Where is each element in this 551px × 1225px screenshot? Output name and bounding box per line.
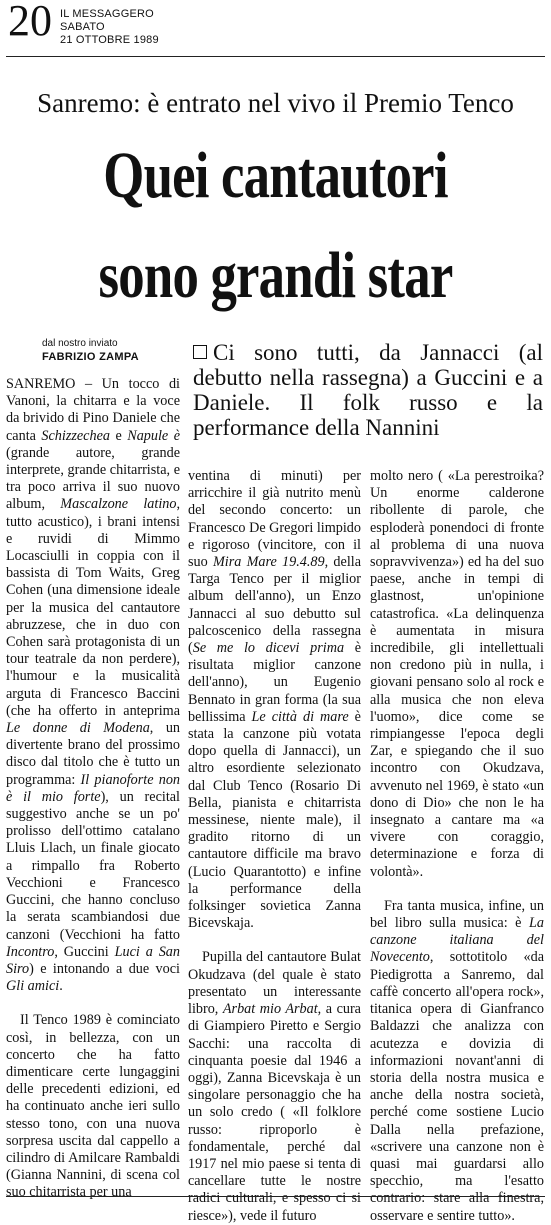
masthead-rule bbox=[6, 56, 545, 57]
paragraph: SANREMO – Un tocco di Vanoni, la chitarra e la voce da brivido di Pino Daniele che canta Schizzechea e Napule è (grande autore, grande interprete, grande chitarrista, e tra poco arriva il suo nuovo album, Mascalzone latino, tutto acustico), i brani intensi e ruvidi di Mimmo Locasciulli in coppia con il bassista di Tom Waits, Greg Cohen (una dimensione ideale per la musica del cantautore abruzzese, che in duo con Cohen sarà protagonista di un tour teatrale da non perdere), l'humour e la musicalità arguta di Francesco Baccini (che ha offerto in anteprima Le donne di Modena, un divertente brano del prossimo disco dal titolo che è tutto un programma: Il pianoforte non è il mio forte), un recital suggestivo anche se un po' prolisso dell'ottimo catalano Lluis Llach, un finale giocato a rimpallo fra Roberto Vecchioni e Francesco Guccini, che hanno concluso la serata scambiandosi due canzoni (Vecchioni ha fatto Incontro, Guccini Luci a San Siro) e intonando a due voci Gli amici. bbox=[6, 376, 181, 995]
newspaper-name: IL MESSAGGERO bbox=[60, 8, 154, 20]
paragraph: Fra tanta musica, infine, un bel libro sulla musica: è La canzone italiana del Novecento, sottotitolo «da Piedigrotta a Sanremo, dal caffè concerto all'opera rock», titanica opera di Gianfranco Baldazzi che analizza con acutezza e dovizia di informazioni novant'anni di storia della nostra musica e anche della nostra società, perché come sostiene Lucio Dalla nella prefazione, «scrivere una canzone non è quasi mai guardarsi allo specchio, ma l'esatto contrario: stare alla finestra, osservare e sentire tutto». bbox=[370, 897, 544, 1224]
issue-day: SABATO bbox=[60, 21, 105, 33]
masthead-info bbox=[60, 8, 159, 47]
paragraph: Pupilla del cantautore Bulat Okudzava (del quale è stato presentato un interessante libro, Arbat mio Arbat, a cura di Giampiero Piretto e Sergio Sacchi: una raccolta di cinquanta poesie dal 1946 a oggi), Zanna Bicevskaja è un singolare personaggio che ha un solo credo ( «Il folklore russo: riproporlo è fondamentale, perché dal 1917 nel mio paese si tenta di cancellare tutte le nostre radici culturali, e spesso ci si riesce»), vede il futuro bbox=[188, 949, 361, 1224]
byline bbox=[42, 338, 139, 364]
square-bullet-icon bbox=[193, 345, 207, 359]
headline-line-2: sono grandi star bbox=[98, 239, 453, 312]
byline-author: FABRIZIO ZAMPA bbox=[42, 351, 139, 363]
issue-date: 21 OTTOBRE 1989 bbox=[60, 34, 159, 46]
article-column-1 bbox=[6, 376, 180, 1202]
page-bottom-rule bbox=[6, 1196, 545, 1197]
byline-prefix: dal nostro inviato bbox=[42, 338, 118, 349]
dateline: SANREMO bbox=[6, 376, 76, 392]
article-summary bbox=[193, 340, 543, 440]
article-column-3 bbox=[370, 468, 544, 1225]
paragraph: Il Tenco 1989 è cominciato così, in bellezza, con un concerto che ha fatto dimenticare certe lungaggini delle precedenti edizioni, ed ha continuato anche ieri sullo stesso tono, con una nuova sorpresa uscita dal cappello a cilindro di Amilcare Rambaldi (Gianna Nannini, di scena col suo chitarrista per una bbox=[6, 1012, 180, 1201]
summary-text: Ci sono tutti, da Jannacci (al debutto nella rassegna) a Guccini e a Daniele. Il folk russo e la performance della Nannini bbox=[193, 340, 543, 440]
article-column-2 bbox=[188, 468, 361, 1225]
page-number: 20 bbox=[8, 0, 52, 45]
paragraph: ventina di minuti) per arricchire il già nutrito menù del secondo concerto: un Francesco De Gregori limpido e rigoroso (vincitore, con il suo Mira Mare 19.4.89, della Targa Tenco per il miglior album dell'anno), un Enzo Jannacci al suo debutto sul palcoscenico della rassegna (Se me lo dicevi prima è risultata miglior canzone dell'anno), un Eugenio Bennato in gran forma (la sua bellissima Le città di mare è stata la canzone più votata dopo quella di Jannacci), un altro esordiente selezionato dal Club Tenco (Rosario Di Bella, pianista e chitarrista messinese, niente male), il gradito ritorno di un cantautore difficile ma bravo (Lucio Quarantotto) e infine la performance della folksinger sovietica Zanna Bicevskaja. bbox=[188, 468, 361, 932]
paragraph: molto nero ( «La perestroika? Un enorme calderone ribollente di parole, che esploderà ponendoci di fronte al problema di una nuova sopravvivenza») ed ha del suo paese, anche in tempi di glastnost, un'opinione catastrofica. «La delinquenza è aumentata in misura incredibile, gli intellettuali non credono più in nulla, i giovani pensano solo al rock e alla musica che non eleva l'uomo», dice come se rimpiangesse l'epoca degli Zar, e spiegando che il suo incontro con Okudzava, avvenuto nel 1969, è stato «un dono di Dio» che non le ha insegnato a cantare ma «a vivere con coraggio, determinazione e forza di volontà». bbox=[370, 468, 544, 880]
headline-line-1: Quei cantautori bbox=[103, 139, 448, 212]
article-kicker: Sanremo: è entrato nel vivo il Premio Tenco bbox=[37, 88, 514, 118]
masthead bbox=[6, 2, 545, 54]
